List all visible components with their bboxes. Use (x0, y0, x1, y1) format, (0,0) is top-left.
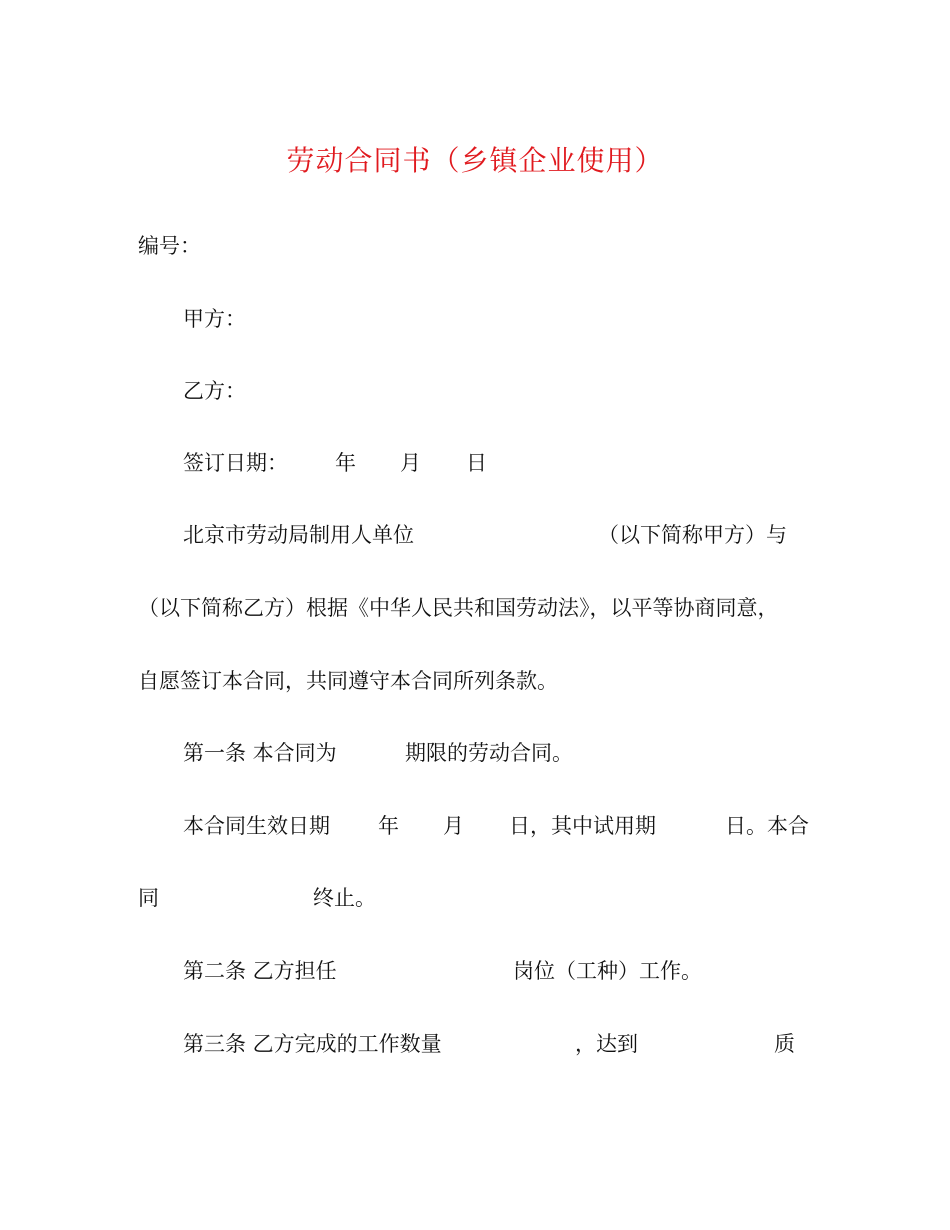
effective-line2-a: 同 (138, 886, 159, 910)
number-label: 编号： (138, 234, 201, 258)
sign-date-day: 日 (466, 451, 487, 475)
article1-a: 第一条 本合同为 (183, 741, 337, 765)
intro-line1-a: 北京市劳动局制用人单位 (183, 523, 414, 547)
sign-date-month: 月 (400, 451, 421, 475)
effective-month: 月 (443, 814, 464, 838)
article1-b: 期限的劳动合同。 (405, 741, 573, 765)
intro-line2: （以下简称乙方）根据《中华人民共和国劳动法》，以平等协商同意， (138, 596, 779, 620)
intro-line3: 自愿签订本合同，共同遵守本合同所列条款。 (138, 669, 558, 693)
intro-line1-b: （以下简称甲方）与 (598, 523, 787, 547)
article2-a: 第二条 乙方担任 (183, 959, 337, 983)
effective-d: 日。本合 (725, 814, 809, 838)
effective-c: 日，其中试用期 (509, 814, 656, 838)
sign-date-year: 年 (335, 451, 356, 475)
document-title: 劳动合同书（乡镇企业使用） (286, 144, 664, 177)
party-a-label: 甲方： (183, 307, 246, 331)
article3-b: ，达到 (575, 1032, 638, 1056)
article3-c: 质 (774, 1032, 795, 1056)
effective-year: 年 (378, 814, 399, 838)
article3-a: 第三条 乙方完成的工作数量 (183, 1032, 442, 1056)
party-b-label: 乙方： (183, 379, 246, 403)
effective-a: 本合同生效日期 (183, 814, 330, 838)
sign-date-label: 签订日期： (183, 451, 288, 475)
effective-line2-b: 终止。 (313, 886, 376, 910)
article2-b: 岗位（工种）工作。 (513, 959, 702, 983)
